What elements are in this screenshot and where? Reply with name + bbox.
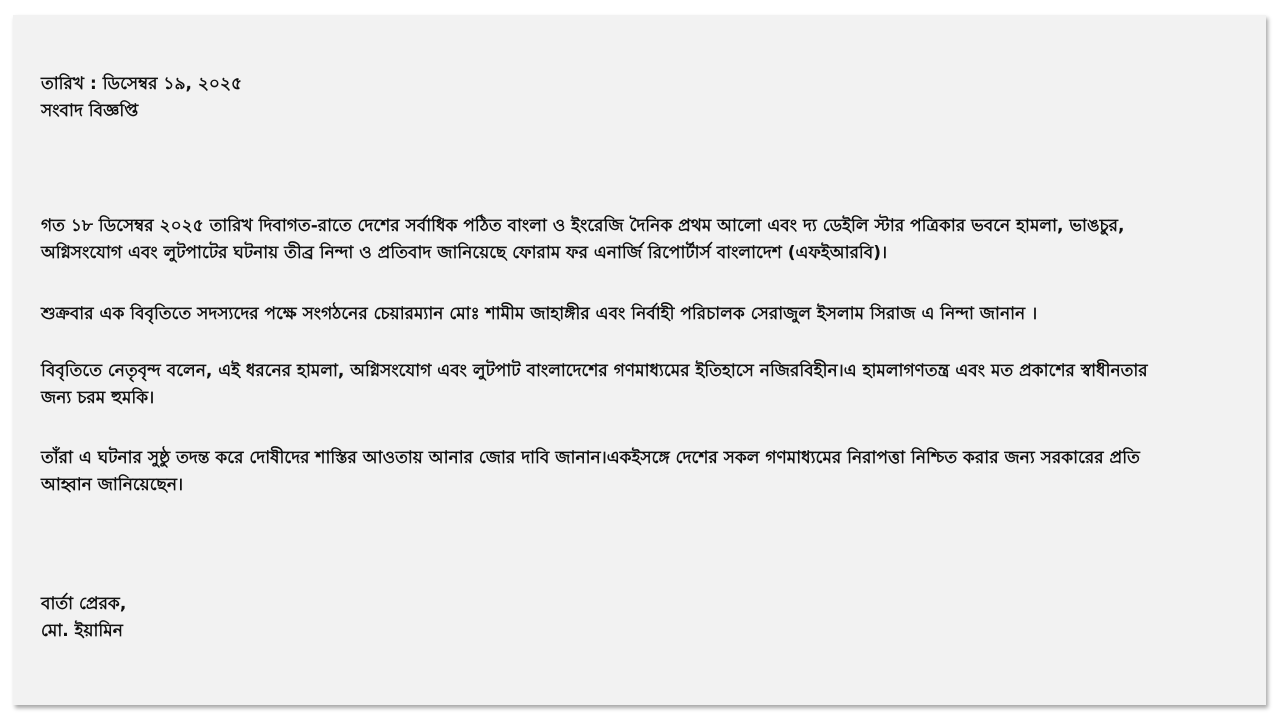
paragraph-1-line-1: গত ১৮ ডিসেম্বর ২০২৫ তারিখ দিবাগত-রাতে দেশের সর্বাধিক পঠিত বাংলা ও ইংরেজি দৈনিক প্রথম আলো এবং দ্য ডেইলি স্টার পত্রিকার ভবনে হামলা, ভাঙচুর, [41, 216, 1125, 236]
signoff-line: বার্তা প্রেরক, [41, 594, 127, 614]
paragraph-2 [41, 301, 1226, 328]
signature-block [41, 591, 1226, 645]
paragraph-4-line-2: আহ্বান জানিয়েছেন। [41, 475, 184, 495]
paragraph-4-line-1: তাঁরা এ ঘটনার সুষ্ঠু তদন্ত করে দোষীদের শাস্তির আওতায় আনার জোর দাবি জানান।একইসঙ্গে দেশের সকল গণমাধ্যমের নিরাপত্তা নিশ্চিত করার জন্য সরকারের প্রতি [41, 448, 1140, 468]
sender-name: মো. ইয়ামিন [41, 621, 123, 641]
paragraph-1-line-2: অগ্নিসংযোগ এবং লুটপাটের ঘটনায় তীব্র নিন্দা ও প্রতিবাদ জানিয়েছে ফোরাম ফর এনার্জি রিপোর্টার্স বাংলাদেশ (এফইআরবি)। [41, 243, 888, 263]
paragraph-3-line-1: বিবৃতিতে নেতৃবৃন্দ বলেন, এই ধরনের হামলা, অগ্নিসংযোগ এবং লুটপাট বাংলাদেশের গণমাধ্যমের ইতিহাসে নজিরবিহীন।এ হামলাগণতন্ত্র এবং মত প্রকাশের স্বাধীনতার [41, 361, 1148, 381]
document-type: সংবাদ বিজ্ঞপ্তি [41, 101, 139, 121]
date-line: তারিখ : ডিসেম্বর ১৯, ২০২৫ [41, 74, 243, 94]
paragraph-3-line-2: জন্য চরম হুমকি। [41, 388, 155, 408]
paragraph-3 [41, 358, 1226, 412]
header-block [41, 71, 1226, 125]
press-release-document [13, 15, 1266, 705]
paragraph-2-line-1: শুক্রবার এক বিবৃতিতে সদস্যদের পক্ষে সংগঠনের চেয়ারম্যান মোঃ শামীম জাহাঙ্গীর এবং নির্বাহী পরিচালক সেরাজুল ইসলাম সিরাজ এ নিন্দা জানান । [41, 304, 1038, 324]
paragraph-1 [41, 213, 1226, 267]
paragraph-4 [41, 445, 1226, 499]
